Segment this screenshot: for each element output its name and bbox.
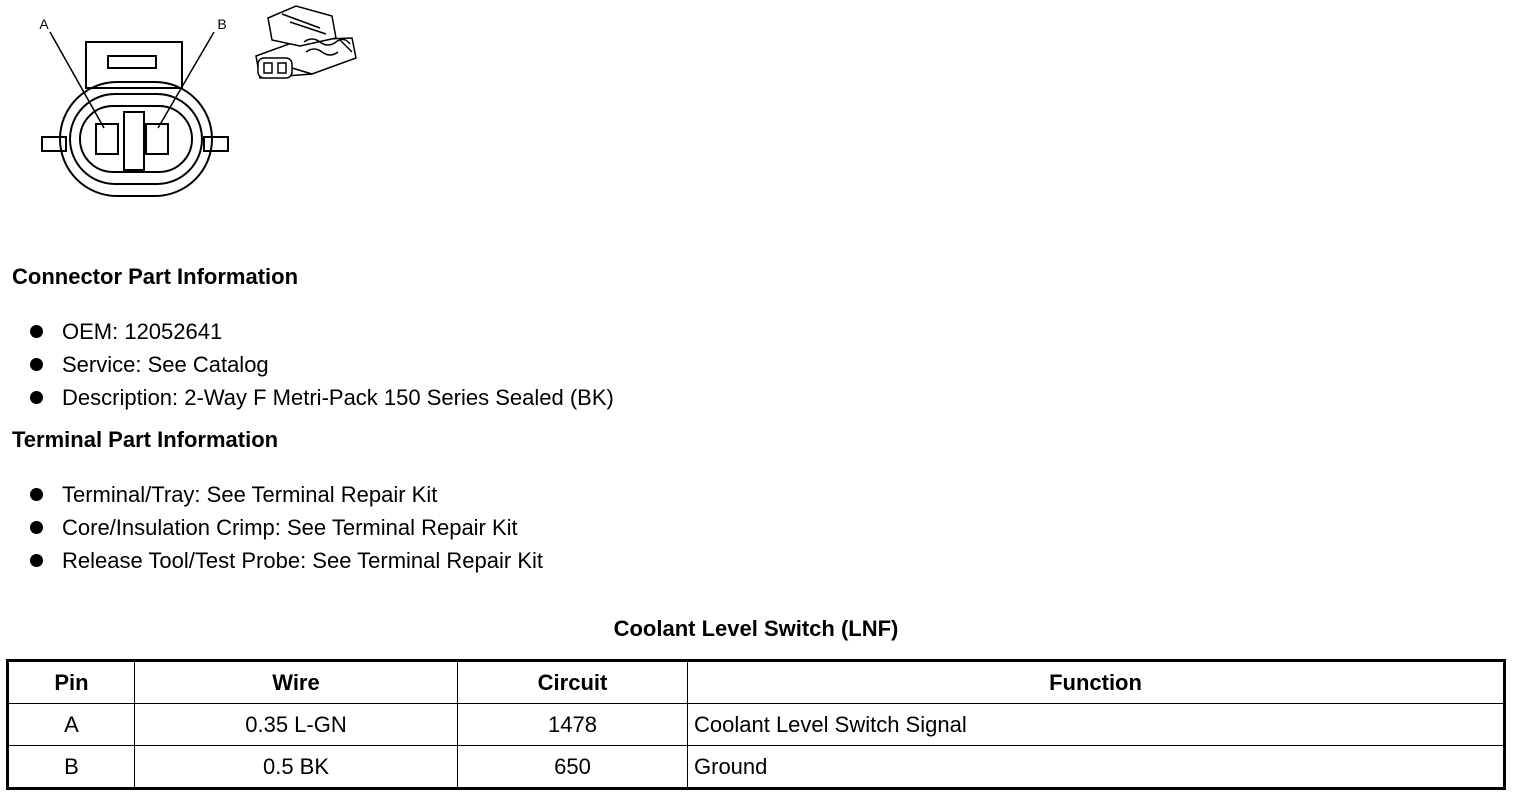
connector-left-ear <box>42 137 66 151</box>
table-row <box>8 704 1505 746</box>
pin-label-a: A <box>39 16 49 32</box>
bullet-icon <box>30 358 43 371</box>
list-item <box>30 478 543 511</box>
header-pin: Pin <box>8 661 135 704</box>
connector-info-oem: OEM: 12052641 <box>62 319 223 344</box>
connector-diagram <box>0 0 380 215</box>
header-circuit: Circuit <box>458 661 688 704</box>
list-item <box>30 315 614 348</box>
cell-pin: A <box>8 704 135 746</box>
cell-wire: 0.5 BK <box>135 746 458 789</box>
connector-info-title: Connector Part Information <box>12 264 299 289</box>
connector-key <box>124 112 144 170</box>
connector-info-list <box>30 315 614 414</box>
cell-function: Coolant Level Switch Signal <box>688 704 1505 746</box>
table-title: Coolant Level Switch (LNF) <box>613 616 899 641</box>
bullet-icon <box>30 488 43 501</box>
table-header-row <box>8 661 1505 704</box>
terminal-info-release-tool: Release Tool/Test Probe: See Terminal Repair Kit <box>62 548 543 573</box>
list-item <box>30 511 543 544</box>
list-item <box>30 544 543 577</box>
bullet-icon <box>30 325 43 338</box>
bullet-icon <box>30 391 43 404</box>
cell-circuit: 1478 <box>458 704 688 746</box>
terminal-info-list <box>30 478 543 577</box>
cell-circuit: 650 <box>458 746 688 789</box>
cell-pin: B <box>8 746 135 789</box>
terminal-info-tray: Terminal/Tray: See Terminal Repair Kit <box>62 482 438 507</box>
cavity-b <box>146 124 168 154</box>
bullet-icon <box>30 521 43 534</box>
bullet-icon <box>30 554 43 567</box>
pinout-table <box>6 659 1506 790</box>
cavity-a <box>96 124 118 154</box>
connector-info-description: Description: 2-Way F Metri-Pack 150 Series Sealed (BK) <box>62 385 614 410</box>
header-wire: Wire <box>135 661 458 704</box>
list-item <box>30 381 614 414</box>
terminal-info-crimp: Core/Insulation Crimp: See Terminal Repair Kit <box>62 515 518 540</box>
cell-wire: 0.35 L-GN <box>135 704 458 746</box>
cell-function: Ground <box>688 746 1505 789</box>
table-row <box>8 746 1505 789</box>
connector-body <box>60 82 212 196</box>
connector-info-service: Service: See Catalog <box>62 352 269 377</box>
connector-isometric-icon <box>256 6 356 78</box>
pin-label-b: B <box>217 16 227 32</box>
connector-right-ear <box>204 137 228 151</box>
header-function: Function <box>688 661 1505 704</box>
terminal-info-title: Terminal Part Information <box>12 427 279 452</box>
list-item <box>30 348 614 381</box>
